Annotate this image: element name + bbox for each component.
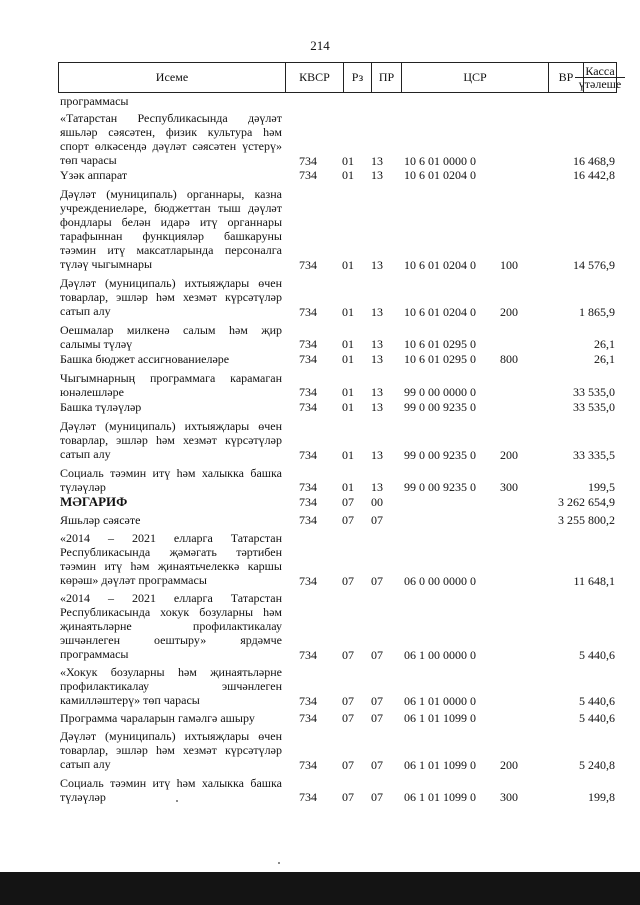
row-kassa: 33 335,5: [573, 448, 615, 462]
row-kvsr: 734: [299, 513, 317, 527]
header-kassa-line1: Касса: [585, 64, 615, 78]
row-rz: 01: [342, 385, 354, 399]
table-row: [0, 463, 640, 495]
row-pr: 13: [371, 448, 383, 462]
row-pr: 13: [371, 352, 383, 366]
row-rz: 07: [342, 495, 354, 509]
table-row: [0, 709, 640, 726]
row-rz: 07: [342, 790, 354, 804]
row-pr: 07: [371, 694, 383, 708]
row-csr: 10 6 01 0204 0: [404, 168, 476, 182]
row-pr: 07: [371, 648, 383, 662]
row-rz: 01: [342, 448, 354, 462]
row-name: Чыгымнарның программага карамаган юнәлешләре: [60, 371, 282, 399]
row-rz: 01: [342, 352, 354, 366]
row-kvsr: 734: [299, 400, 317, 414]
row-kvsr: 734: [299, 480, 317, 494]
row-kvsr: 734: [299, 352, 317, 366]
row-pr: 07: [371, 711, 383, 725]
row-rz: 01: [342, 168, 354, 182]
row-name: программасы: [60, 94, 129, 108]
header-csr: ЦСР: [402, 63, 549, 92]
row-csr: 06 1 01 0000 0: [404, 694, 476, 708]
table-row: [0, 416, 640, 463]
page-number: 214: [310, 38, 330, 53]
row-kassa: 33 535,0: [573, 385, 615, 399]
row-kvsr: 734: [299, 448, 317, 462]
row-csr: 06 1 00 0000 0: [404, 648, 476, 662]
row-vr: 200: [500, 758, 518, 772]
row-rz: 01: [342, 305, 354, 319]
row-kvsr: 734: [299, 711, 317, 725]
row-pr: 13: [371, 168, 383, 182]
row-rz: 07: [342, 711, 354, 725]
row-kvsr: 734: [299, 154, 317, 168]
row-csr: 99 0 00 0000 0: [404, 385, 476, 399]
row-csr: 06 1 01 1099 0: [404, 711, 476, 725]
row-vr: 100: [500, 258, 518, 272]
row-pr: 13: [371, 305, 383, 319]
row-kvsr: 734: [299, 790, 317, 804]
row-rz: 01: [342, 258, 354, 272]
row-kassa: 14 576,9: [573, 258, 615, 272]
row-csr: 06 0 00 0000 0: [404, 574, 476, 588]
row-vr: 300: [500, 480, 518, 494]
row-pr: 07: [371, 574, 383, 588]
row-rz: 07: [342, 694, 354, 708]
table-row: [0, 726, 640, 773]
row-vr: 200: [500, 448, 518, 462]
row-kvsr: 734: [299, 648, 317, 662]
row-vr: 300: [500, 790, 518, 804]
table-row: [0, 662, 640, 709]
row-name: «Татарстан Республикасында дәүләт яшьләр сәясәтен, физик культура һәм спорт өлкәсендә дәүләт сәясәтен үстерү» төп чарасы: [60, 111, 282, 167]
table-row: [0, 273, 640, 320]
table-row: [0, 400, 640, 416]
row-pr: 13: [371, 400, 383, 414]
row-kassa: 3 255 800,2: [558, 513, 615, 527]
row-kassa: 26,1: [594, 352, 615, 366]
row-kassa: 1 865,9: [579, 305, 615, 319]
row-pr: 07: [371, 758, 383, 772]
row-kvsr: 734: [299, 758, 317, 772]
table-row: [0, 168, 640, 184]
scan-border: [0, 872, 640, 905]
row-kassa: 5 440,6: [579, 648, 615, 662]
scan-speck: [278, 862, 280, 864]
row-csr: 10 6 01 0000 0: [404, 154, 476, 168]
row-rz: 01: [342, 400, 354, 414]
row-name: Дәүләт (муниципаль) ихтыяҗлары өчен товарлар, эшләр һәм хезмәт күрсәтүләр сатып алу: [60, 419, 282, 461]
row-name: Социаль тәэмин итү һәм халыкка башка түләүләр: [60, 776, 282, 804]
row-kvsr: 734: [299, 168, 317, 182]
row-kassa: 5 240,8: [579, 758, 615, 772]
row-rz: 01: [342, 337, 354, 351]
row-name: Оешмалар милкенә салым һәм җир салымы түләү: [60, 323, 282, 351]
header-pr: ПР: [372, 63, 402, 92]
row-rz: 01: [342, 480, 354, 494]
row-csr: 99 0 00 9235 0: [404, 480, 476, 494]
row-csr: 10 6 01 0295 0: [404, 337, 476, 351]
row-pr: 00: [371, 495, 383, 509]
row-kassa: 199,8: [588, 790, 615, 804]
row-kvsr: 734: [299, 495, 317, 509]
row-rz: 07: [342, 648, 354, 662]
row-name: Дәүләт (муниципаль) ихтыяҗлары өчен товарлар, эшләр һәм хезмәт күрсәтүләр сатып алу: [60, 276, 282, 318]
table-row: [0, 94, 640, 108]
table-header: [58, 62, 622, 93]
row-csr: 99 0 00 9235 0: [404, 400, 476, 414]
header-kassa-line2: үтәлеше: [575, 77, 625, 90]
row-kvsr: 734: [299, 337, 317, 351]
row-kassa: 199,5: [588, 480, 615, 494]
row-name: МӘГАРИФ: [60, 494, 128, 509]
row-rz: 07: [342, 513, 354, 527]
table-row: [0, 588, 640, 662]
row-pr: 13: [371, 154, 383, 168]
row-kassa: 3 262 654,9: [558, 495, 615, 509]
row-name: «2014 – 2021 елларга Татарстан Республикасында хокук бозуларны һәм җинаятьләрне профилактикалау эшчәнлеген оештыру» ярдәмче программасы: [60, 591, 282, 661]
row-name: Башка түләүләр: [60, 400, 142, 414]
row-csr: 06 1 01 1099 0: [404, 790, 476, 804]
row-pr: 07: [371, 790, 383, 804]
row-name: Башка бюджет ассигнованиеләре: [60, 352, 230, 366]
row-pr: 07: [371, 513, 383, 527]
row-rz: 01: [342, 154, 354, 168]
table-row: [0, 773, 640, 805]
row-pr: 13: [371, 258, 383, 272]
row-kassa: 16 468,9: [573, 154, 615, 168]
row-vr: 200: [500, 305, 518, 319]
table-row: [0, 184, 640, 273]
row-kassa: 5 440,6: [579, 711, 615, 725]
header-kassa: [578, 63, 622, 92]
row-csr: 10 6 01 0204 0: [404, 305, 476, 319]
row-name: Яшьләр сәясәте: [60, 513, 141, 527]
table-row: [0, 495, 640, 511]
row-kassa: 16 442,8: [573, 168, 615, 182]
row-name: Дәүләт (муниципаль) ихтыяҗлары өчен товарлар, эшләр һәм хезмәт күрсәтүләр сатып алу: [60, 729, 282, 771]
row-kvsr: 734: [299, 385, 317, 399]
header-rz: Рз: [344, 63, 372, 92]
row-rz: 07: [342, 758, 354, 772]
row-rz: 07: [342, 574, 354, 588]
row-kassa: 11 648,1: [573, 574, 615, 588]
table-row: [0, 511, 640, 528]
row-name: Программа чараларын гамәлгә ашыру: [60, 711, 255, 725]
row-name: Социаль тәэмин итү һәм халыкка башка түләүләр: [60, 466, 282, 494]
row-kassa: 26,1: [594, 337, 615, 351]
table-row: [0, 352, 640, 368]
row-kvsr: 734: [299, 574, 317, 588]
row-csr: 99 0 00 9235 0: [404, 448, 476, 462]
scan-speck: [176, 800, 178, 802]
row-kvsr: 734: [299, 694, 317, 708]
table-row: [0, 108, 640, 168]
row-name: «2014 – 2021 елларга Татарстан Республикасында җәмәгать тәртибен тәэмин итү һәм җинаятьчелеккә каршы көрәш» дәүләт программасы: [60, 531, 282, 587]
table-row: [0, 528, 640, 588]
row-pr: 13: [371, 385, 383, 399]
row-vr: 800: [500, 352, 518, 366]
row-name: Дәүләт (муниципаль) органнары, казна учреждениеләре, бюджеттан тыш дәүләт фондлары белән идарә итү органнары тарафыннан функцияләр башкаруны тәэмин итү максатларында персоналга түләү чыгымнары: [60, 187, 282, 271]
row-csr: 10 6 01 0204 0: [404, 258, 476, 272]
header-kvsr: КВСР: [286, 63, 344, 92]
row-name: «Хокук бозуларны һәм җинаятьләрне профилактикалау эшчәнлеген камилләштерү» төп чарасы: [60, 665, 282, 707]
row-kvsr: 734: [299, 305, 317, 319]
table-row: [0, 320, 640, 352]
table-body: [0, 94, 640, 805]
row-pr: 13: [371, 480, 383, 494]
table-row: [0, 368, 640, 400]
row-kvsr: 734: [299, 258, 317, 272]
row-kassa: 33 535,0: [573, 400, 615, 414]
row-kassa: 5 440,6: [579, 694, 615, 708]
row-pr: 13: [371, 337, 383, 351]
row-csr: 06 1 01 1099 0: [404, 758, 476, 772]
header-vr: ВР: [549, 63, 584, 92]
row-name: Үзәк аппарат: [60, 168, 128, 182]
header-name: Исеме: [59, 63, 286, 92]
row-csr: 10 6 01 0295 0: [404, 352, 476, 366]
